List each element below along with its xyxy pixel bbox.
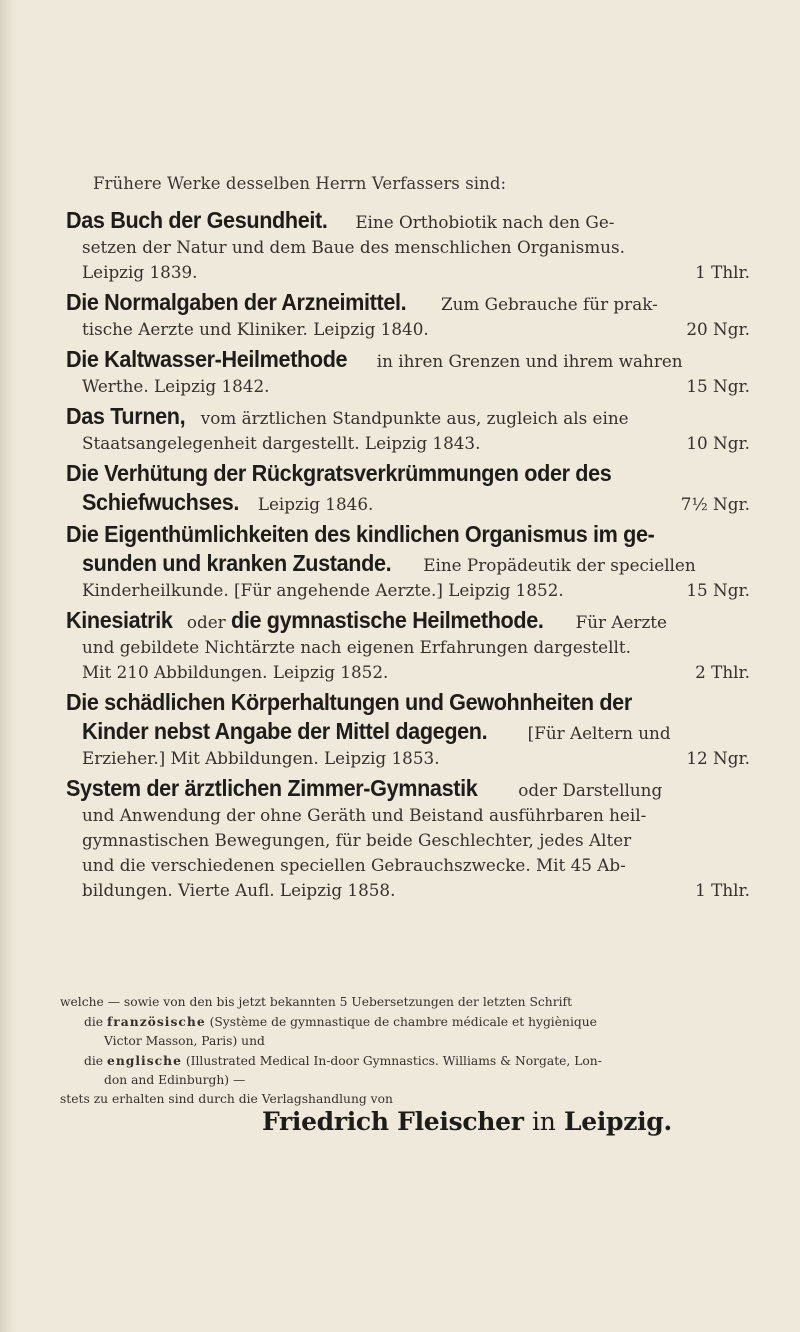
work-entry bbox=[66, 345, 752, 399]
work-desc: Eine Propädeutik der speciellen bbox=[423, 555, 696, 575]
note-line: stets zu erhalten sind durch die Verlagshandlung von bbox=[60, 1092, 393, 1106]
note-text: (Illustrated Medical In-door Gymnastics. Williams & Norgate, Lon- bbox=[185, 1054, 602, 1068]
work-title-cont: Schiefwuchses. bbox=[82, 489, 240, 515]
work-title: Kinesiatrik bbox=[66, 607, 173, 633]
note-text: die bbox=[84, 1015, 104, 1029]
work-title: System der ärztlichen Zimmer-Gymnastik bbox=[66, 775, 478, 801]
work-desc: bildungen. Vierte Aufl. Leipzig 1858. bbox=[82, 880, 396, 900]
work-title-connector: oder bbox=[186, 612, 226, 632]
work-desc: oder Darstellung bbox=[518, 780, 663, 800]
work-desc: Erzieher.] Mit Abbildungen. Leipzig 1853. bbox=[82, 748, 440, 768]
work-desc: tische Aerzte und Kliniker. Leipzig 1840. bbox=[82, 319, 429, 339]
work-desc: Kinderheilkunde. [Für angehende Aerzte.] Leipzig 1852. bbox=[82, 580, 564, 600]
work-desc: Werthe. Leipzig 1842. bbox=[82, 376, 270, 396]
work-entry bbox=[66, 402, 752, 456]
work-desc: in ihren Grenzen und ihrem wahren bbox=[376, 351, 683, 371]
work-desc: und gebildete Nichtärzte nach eigenen Erfahrungen dargestellt. bbox=[82, 637, 631, 657]
work-price: 1 Thlr. bbox=[695, 262, 750, 282]
work-desc: vom ärztlichen Standpunkte aus, zugleich als eine bbox=[200, 408, 629, 428]
binding-shadow bbox=[0, 0, 18, 1332]
work-entry bbox=[66, 774, 752, 903]
work-price: 15 Ngr. bbox=[686, 376, 750, 396]
note-line bbox=[60, 1012, 765, 1032]
work-price: 2 Thlr. bbox=[695, 662, 750, 682]
publisher-in: in bbox=[532, 1107, 556, 1136]
work-desc: Staatsangelegenheit dargestellt. Leipzig 1843. bbox=[82, 433, 481, 453]
work-desc: Für Aerzte bbox=[575, 612, 667, 632]
work-entry bbox=[66, 520, 752, 603]
work-entry bbox=[66, 606, 752, 685]
note-text: (Système de gymnastique de chambre médicale et hygiènique bbox=[209, 1015, 597, 1029]
availability-note bbox=[60, 993, 765, 1109]
work-price: 10 Ngr. bbox=[686, 433, 750, 453]
work-price: 20 Ngr. bbox=[686, 319, 750, 339]
work-price: 15 Ngr. bbox=[686, 580, 750, 600]
publisher-city: Leipzig. bbox=[563, 1107, 672, 1136]
note-line: Victor Masson, Paris) und bbox=[104, 1034, 265, 1048]
work-price: 1 Thlr. bbox=[695, 880, 750, 900]
work-title: die gymnastische Heilmethode. bbox=[230, 607, 544, 633]
work-desc: Leipzig 1846. bbox=[257, 494, 374, 514]
publisher-imprint bbox=[262, 1107, 672, 1136]
work-price: 12 Ngr. bbox=[686, 748, 750, 768]
work-desc: Mit 210 Abbildungen. Leipzig 1852. bbox=[82, 662, 389, 682]
work-entry bbox=[66, 288, 752, 342]
note-line bbox=[60, 1051, 765, 1071]
work-entry bbox=[66, 688, 752, 771]
work-entry bbox=[66, 206, 752, 285]
work-title: Die Normalgaben der Arzneimittel. bbox=[66, 289, 407, 315]
note-text: die bbox=[84, 1054, 104, 1068]
work-desc: setzen der Natur und dem Baue des menschlichen Organismus. bbox=[82, 237, 625, 257]
work-entry bbox=[66, 459, 752, 517]
work-desc: Zum Gebrauche für prak- bbox=[440, 294, 658, 314]
work-desc: gymnastischen Bewegungen, für beide Geschlechter, jedes Alter bbox=[82, 830, 632, 850]
note-emphasis: französische bbox=[107, 1014, 206, 1029]
work-title: Die schädlichen Körperhaltungen und Gewohnheiten der bbox=[66, 689, 632, 715]
work-desc: [Für Aeltern und bbox=[527, 723, 671, 743]
work-desc: und die verschiedenen speciellen Gebrauchszwecke. Mit 45 Ab- bbox=[82, 855, 626, 875]
work-title: Das Buch der Gesundheit. bbox=[66, 207, 328, 233]
work-desc: Leipzig 1839. bbox=[82, 262, 198, 282]
note-emphasis: englische bbox=[107, 1053, 182, 1068]
work-title: Die Kaltwasser-Heilmethode bbox=[66, 346, 348, 372]
work-title-cont: sunden und kranken Zustande. bbox=[82, 550, 392, 576]
work-desc: Eine Orthobiotik nach den Ge- bbox=[355, 212, 615, 232]
work-desc: und Anwendung der ohne Geräth und Beistand ausführbaren heil- bbox=[82, 805, 647, 825]
works-list bbox=[66, 206, 752, 906]
work-title: Die Eigenthümlichkeiten des kindlichen Organismus im ge- bbox=[66, 521, 655, 547]
work-title: Das Turnen, bbox=[66, 403, 186, 429]
note-line: welche — sowie von den bis jetzt bekannten 5 Uebersetzungen der letzten Schrift bbox=[60, 995, 573, 1009]
note-line: don and Edinburgh) — bbox=[104, 1073, 246, 1087]
work-title-cont: Kinder nebst Angabe der Mittel dagegen. bbox=[82, 718, 488, 744]
work-price: 7½ Ngr. bbox=[680, 494, 750, 514]
work-title: Die Verhütung der Rückgratsverkrümmungen oder des bbox=[66, 460, 612, 486]
intro-heading: Frühere Werke desselben Herrn Verfassers sind: bbox=[93, 174, 507, 193]
publisher-name: Friedrich Fleischer bbox=[262, 1107, 524, 1136]
